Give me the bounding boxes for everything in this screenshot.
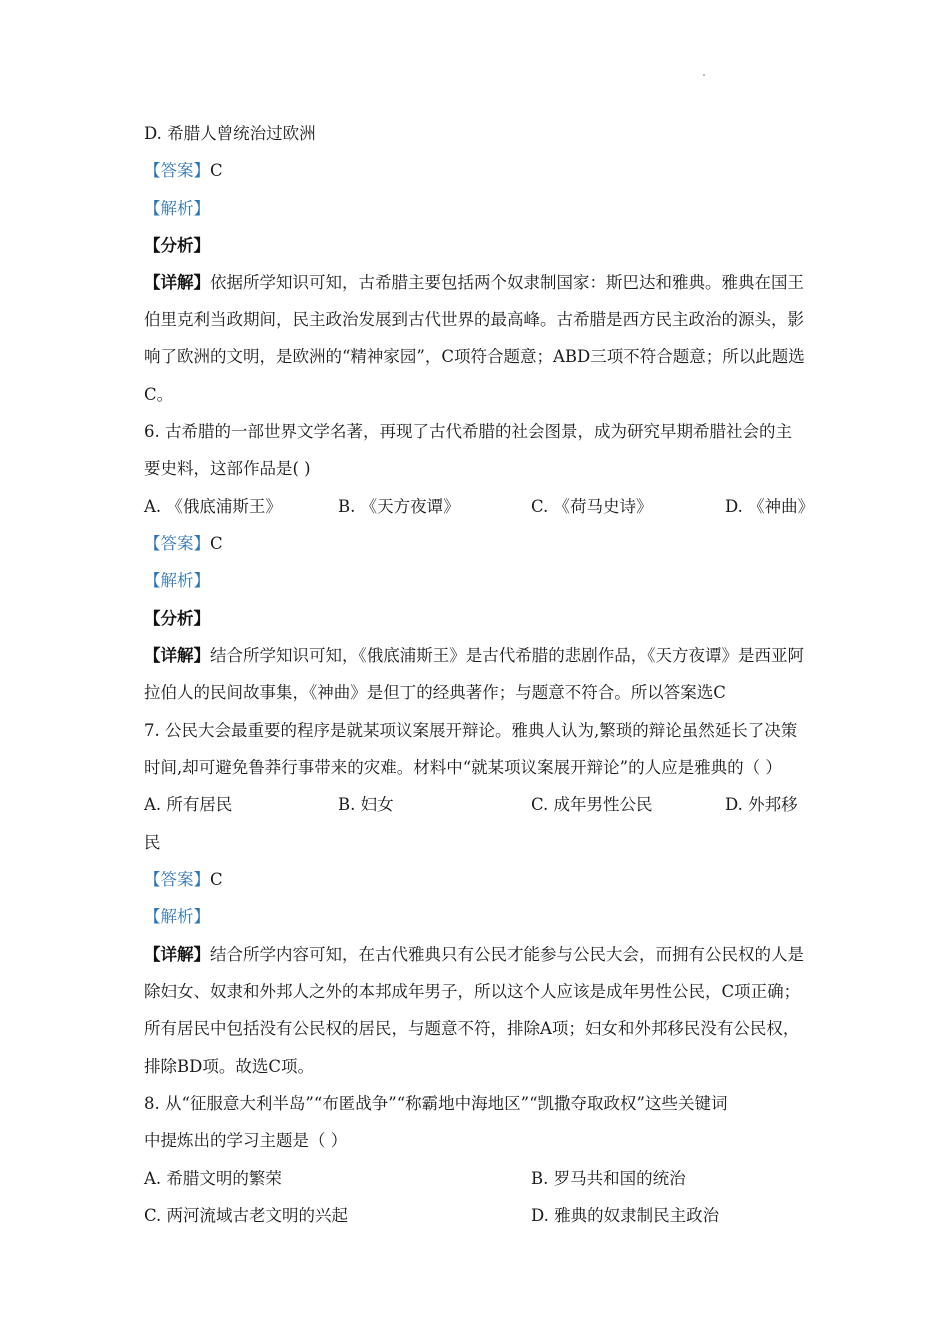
q5-answer: [144, 160, 223, 182]
q5-detail-line: 伯里克利当政期间，民主政治发展到古代世界的最高峰。古希腊是西方民主政治的源头，影: [144, 310, 804, 329]
q5-detail-line: 响了欧洲的文明，是欧洲的“精神家园”，C项符合题意；ABD三项不符合题意；所以此题选: [144, 347, 805, 366]
page-mark: [703, 74, 705, 76]
q7-detail-line: 【详解】结合所学内容可知，在古代雅典只有公民才能参与公民大会，而拥有公民权的人是: [144, 945, 804, 964]
q6-option-c: C. 《荷马史诗》: [531, 497, 653, 516]
q8-option-a: A. 希腊文明的繁荣: [144, 1169, 282, 1188]
q7-detail-line: 所有居民中包括没有公民权的居民，与题意不符，排除A项；妇女和外邦移民没有公民权，: [144, 1019, 800, 1038]
q6-detail-line: 【详解】结合所学知识可知，《俄底浦斯王》是古代希腊的悲剧作品，《天方夜谭》是西亚阿: [144, 646, 804, 665]
q7-detail-line: 排除BD项。故选C项。: [144, 1057, 314, 1076]
detail-tag: 【详解】: [144, 273, 210, 292]
answer-value: C: [210, 161, 223, 180]
q7-detail-line: 除妇女、奴隶和外邦人之外的本邦成年男子，所以这个人应该是成年男性公民，C项正确；: [144, 982, 801, 1001]
q7-option-c: C. 成年男性公民: [531, 795, 653, 814]
q7-jiexi-tag: 【解析】: [144, 907, 210, 926]
q7-option-d: D. 外邦移: [725, 795, 798, 814]
q6-option-b: B. 《天方夜谭》: [338, 497, 460, 516]
q7-answer: [144, 869, 223, 891]
q6-jiexi-tag: 【解析】: [144, 571, 210, 590]
q6-stem: 6. 古希腊的一部世界文学名著，再现了古代希腊的社会图景，成为研究早期希腊社会的主: [144, 422, 792, 441]
detail-tag: 【详解】: [144, 646, 210, 665]
q8-option-c: C. 两河流域古老文明的兴起: [144, 1206, 349, 1225]
answer-tag: 【答案】: [144, 161, 210, 180]
q5-detail-line: C。: [144, 385, 174, 404]
q7-option-a: A. 所有居民: [144, 795, 233, 814]
answer-tag: 【答案】: [144, 870, 210, 889]
q7-option-d-wrap: 民: [144, 833, 161, 852]
detail-tag: 【详解】: [144, 945, 210, 964]
q6-stem: 要史料，这部作品是( ): [144, 459, 311, 478]
q5-fenxi-tag: 【分析】: [144, 236, 210, 255]
q5-detail-line: 【详解】依据所学知识可知，古希腊主要包括两个奴隶制国家：斯巴达和雅典。雅典在国王: [144, 273, 804, 292]
q6-fenxi-tag: 【分析】: [144, 609, 210, 628]
q5-jiexi-tag: 【解析】: [144, 199, 210, 218]
q6-detail-line: 拉伯人的民间故事集，《神曲》是但丁的经典著作；与题意不符合。所以答案选C: [144, 683, 726, 702]
q7-stem: 7. 公民大会最重要的程序是就某项议案展开辩论。雅典人认为,繁琐的辩论虽然延长了决策: [144, 721, 798, 740]
q7-option-b: B. 妇女: [338, 795, 394, 814]
q8-stem: 8. 从“征服意大利半岛”“布匿战争”“称霸地中海地区”“凯撒夺取政权”这些关键词: [144, 1094, 728, 1113]
q8-option-b: B. 罗马共和国的统治: [531, 1169, 686, 1188]
q8-option-d: D. 雅典的奴隶制民主政治: [531, 1206, 720, 1225]
q6-option-d: D. 《神曲》: [725, 497, 815, 516]
q7-stem: 时间,却可避免鲁莽行事带来的灾难。材料中“就某项议案展开辩论”的人应是雅典的（ ）: [144, 758, 782, 777]
answer-value: C: [210, 870, 223, 889]
answer-value: C: [210, 534, 223, 553]
q5-option-d: D. 希腊人曾统治过欧洲: [144, 124, 316, 143]
q6-answer: [144, 533, 223, 555]
q8-stem: 中提炼出的学习主题是（ ）: [144, 1131, 348, 1150]
answer-tag: 【答案】: [144, 534, 210, 553]
q6-option-a: A. 《俄底浦斯王》: [144, 497, 282, 516]
